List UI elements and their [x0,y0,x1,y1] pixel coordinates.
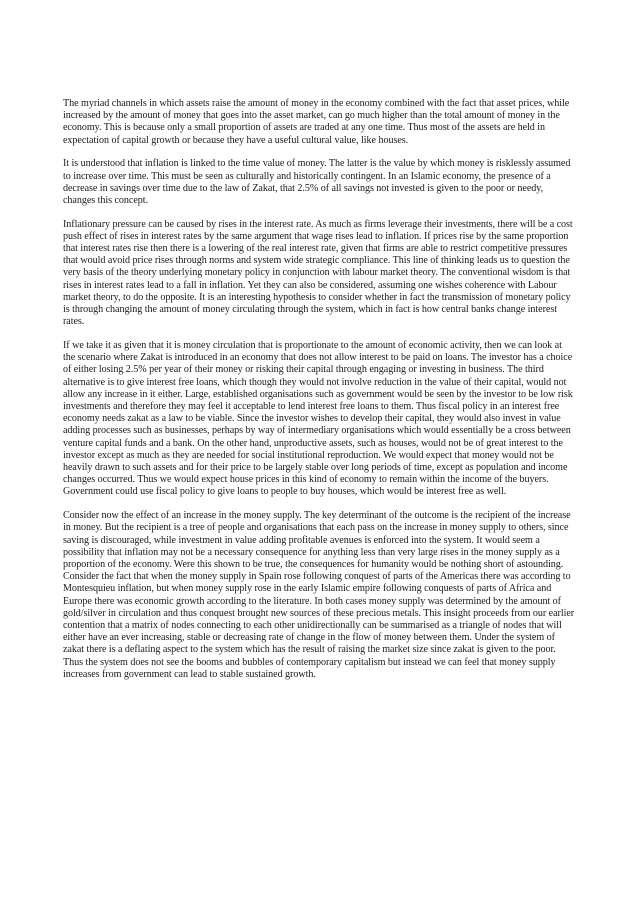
paragraph-inflationary-pressure: Inflationary pressure can be caused by rises in the interest rate. As much as firms leverage their investments, there will be a cost push effect of rises in interest rates by the same argument that wage rises lead to inflation. If prices rise by the same proportion that interest rates rise then there is a lowering of the real interest rate, given that firms are able to restrict competitive pressures that would avoid price rises through norms and system wide strategic compliance. This line of thinking leads us to question the very basis of the theory underlying monetary policy in conjunction with labour market theory. The conventional wisdom is that rises in interest rates lead to a fall in inflation. Yet they can also be considered, assuming one wishes coherence with Labour market theory, to do the opposite. It is an interesting hypothesis to consider whether in fact the transmission of monetary policy is through changing the amount of money circulating through the system, which in fact is how central banks change interest rates. [63,218,573,328]
paragraph-zakat-scenario: If we take it as given that it is money circulation that is proportionate to the amount of economic activity, then we can look at the scenario where Zakat is introduced in an economy that does not allow interest to be paid on loans. The investor has a choice of either losing 2.5% per year of their money or risking their capital through engaging or investing in business. The third alternative is to give interest free loans, which though they would not involve reduction in the value of their capital, would not allow any increase in it either. Large, established organisations such as government would be seen by the investor to be low risk investments and therefore they may feel it acceptable to lend interest free loans to them. Thus fiscal policy in an interest free economy needs zakat as a law to be viable. Since the investor wishes to develop their capital, they would also invest in value adding processes such as businesses, perhaps by way of intermediary organisations which would essentially be a cross between venture capital funds and a bank. On the other hand, unproductive assets, such as houses, would not be of great interest to the investor except as much as they are needed for social institutional reproduction. We would expect that money would not be heavily drawn to such assets and for their price to be largely stable over long periods of time, except as population and income changes occurred. Thus we would expect house prices in this kind of economy to remain within the income of the buyers. Government could use fiscal policy to give loans to people to buy houses, which would be interest free as well. [63,339,573,498]
document-body [63,98,575,692]
paragraph-money-supply: Consider now the effect of an increase in the money supply. The key determinant of the outcome is the recipient of the increase in money. But the recipient is a tree of people and organisations that each pass on the increase in money supply to others, since saving is discouraged, while investment in value adding profitable avenues is enforced into the system. It would seem a possibility that inflation may not be a necessary consequence for anything less than very large rises in the money supply as a proportion of the economy. Were this shown to be true, the consequences for humanity would be nothing short of astounding. Consider the fact that when the money supply in Spain rose following conquest of parts of the Americas there was according to Montesquieu inflation, but when money supply rose in the early Islamic empire following conquests of parts of Africa and Europe there was economic growth according to the literature. In both cases money supply was determined by the amount of gold/silver in circulation and thus conquest brought new sources of these precious metals. This insight proceeds from our earlier contention that a matrix of nodes connecting to each other unidirectionally can be summarised as a triangle of nodes that will either have an ever increasing, stable or decreasing rate of change in the flow of money between them. Under the system of zakat there is a deflating aspect to the system which has the result of raising the market size since zakat is given to the poor. Thus the system does not see the booms and bubbles of contemporary capitalism but instead we can feel that money supply increases from government can lead to stable sustained growth. [63,510,575,680]
paragraph-assets-money: The myriad channels in which assets raise the amount of money in the economy combined with the fact that asset prices, while increased by the amount of money that goes into the asset market, can go much higher than the total amount of money in the economy. This is because only a small proportion of assets are traded at any one time. Thus most of the assets are held in expectation of capital growth or because they have a useful cultural value, like houses. [63,98,570,146]
paragraph-time-value-money: It is understood that inflation is linked to the time value of money. The latter is the value by which money is risklessly assumed to increase over time. This must be seen as culturally and historically contingent. In an Islamic economy, the presence of a decrease in savings over time due to the law of Zakat, that 2.5% of all savings not invested is given to the poor or needy, changes this concept. [63,158,571,206]
